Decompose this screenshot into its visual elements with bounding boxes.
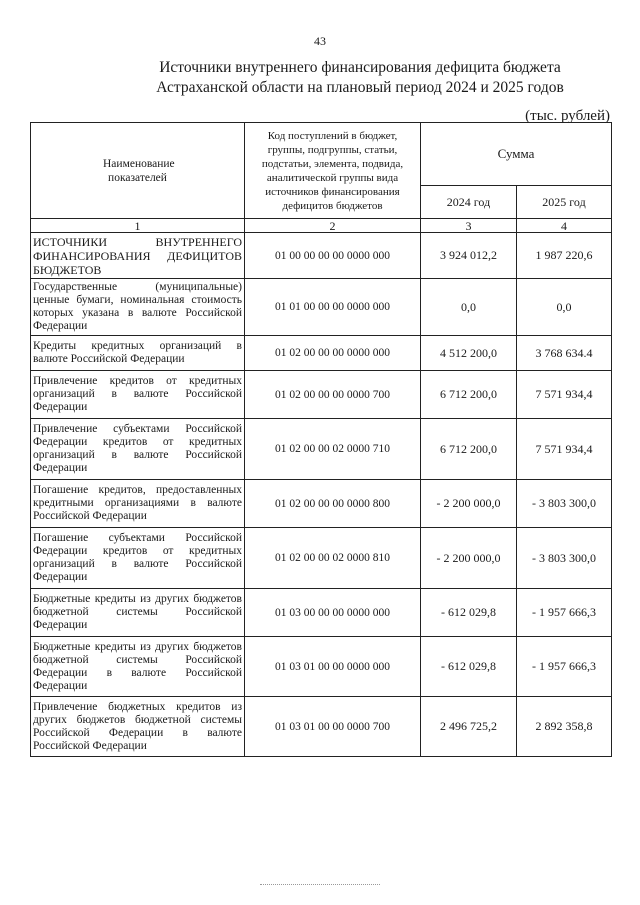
row-name: Погашение субъектами Российской Федерации кредитов от кредитных организаций в валюте Российской Федерации [31,528,245,589]
row-value-2024: 4 512 200,0 [421,336,517,371]
row-name: Бюджетные кредиты из других бюджетов бюджетной системы Российской Федерации в валюте Российской Федерации [31,637,245,697]
column-number: 4 [517,219,612,233]
table-row [31,589,612,637]
row-code: 01 02 00 00 00 0000 000 [245,336,421,371]
table-row [31,336,612,371]
header-code: Код поступлений в бюджет, группы, подгруппы, статьи, подстатьи, элемента, подвида, аналитической группы вида источников финансирования дефицитов бюджетов [245,123,421,219]
row-value-2024: - 2 200 000,0 [421,480,517,528]
row-code: 01 02 00 00 02 0000 810 [245,528,421,589]
footer-scan-mark [260,884,380,885]
row-value-2024: 3 924 012,2 [421,233,517,279]
row-value-2024: 6 712 200,0 [421,371,517,419]
row-value-2025: 7 571 934,4 [517,419,612,480]
row-value-2024: - 612 029,8 [421,589,517,637]
table-row [31,371,612,419]
header-sum: Сумма [421,123,612,186]
row-name: Привлечение бюджетных кредитов из других бюджетов бюджетной системы Российской Федерации в валюте Российской Федерации [31,697,245,757]
row-value-2024: 2 496 725,2 [421,697,517,757]
table-row [31,279,612,336]
document-title [130,58,590,98]
row-value-2025: 7 571 934,4 [517,371,612,419]
row-name: ИСТОЧНИКИ ВНУТРЕННЕГО ФИНАНСИРОВАНИЯ ДЕФИЦИТОВ БЮДЖЕТОВ [31,233,245,279]
page-number: 43 [314,34,326,48]
column-number: 1 [31,219,245,233]
row-value-2025: - 3 803 300,0 [517,528,612,589]
row-value-2024: 6 712 200,0 [421,419,517,480]
budget-table [30,122,612,757]
table-row [31,480,612,528]
row-name: Бюджетные кредиты из других бюджетов бюджетной системы Российской Федерации [31,589,245,637]
table-row [31,233,612,279]
header-name: Наименование показателей [31,123,245,219]
row-value-2025: 2 892 358,8 [517,697,612,757]
row-code: 01 02 00 00 00 0000 800 [245,480,421,528]
row-name: Кредиты кредитных организаций в валюте Российской Федерации [31,336,245,371]
row-value-2025: 3 768 634.4 [517,336,612,371]
row-code: 01 02 00 00 02 0000 710 [245,419,421,480]
row-name: Погашение кредитов, предоставленных кредитными организациями в валюте Российской Федерации [31,480,245,528]
row-value-2024: - 612 029,8 [421,637,517,697]
header-year-2024: 2024 год [421,186,517,219]
row-code: 01 03 01 00 00 0000 700 [245,697,421,757]
row-code: 01 03 01 00 00 0000 000 [245,637,421,697]
title-line-1: Источники внутреннего финансирования дефицита бюджета [159,59,561,76]
column-number: 3 [421,219,517,233]
units-label: (тыс. рублей) [525,108,610,124]
row-value-2025: - 1 957 666,3 [517,637,612,697]
header-year-2025: 2025 год [517,186,612,219]
column-number-row [31,219,612,233]
table-row [31,528,612,589]
row-value-2024: 0,0 [421,279,517,336]
row-code: 01 03 00 00 00 0000 000 [245,589,421,637]
row-name: Привлечение кредитов от кредитных организаций в валюте Российской Федерации [31,371,245,419]
row-name: Привлечение субъектами Российской Федерации кредитов от кредитных организаций в валюте Российской Федерации [31,419,245,480]
row-value-2025: 1 987 220,6 [517,233,612,279]
column-number: 2 [245,219,421,233]
table-row [31,419,612,480]
table-row [31,697,612,757]
row-code: 01 02 00 00 00 0000 700 [245,371,421,419]
table-row [31,637,612,697]
row-value-2025: - 3 803 300,0 [517,480,612,528]
title-line-2: Астраханской области на плановый период 2024 и 2025 годов [156,79,564,96]
row-name: Государственные (муниципальные) ценные бумаги, номинальная стоимость которых указана в валюте Российской Федерации [31,279,245,336]
row-value-2025: 0,0 [517,279,612,336]
row-value-2024: - 2 200 000,0 [421,528,517,589]
row-value-2025: - 1 957 666,3 [517,589,612,637]
row-code: 01 01 00 00 00 0000 000 [245,279,421,336]
row-code: 01 00 00 00 00 0000 000 [245,233,421,279]
